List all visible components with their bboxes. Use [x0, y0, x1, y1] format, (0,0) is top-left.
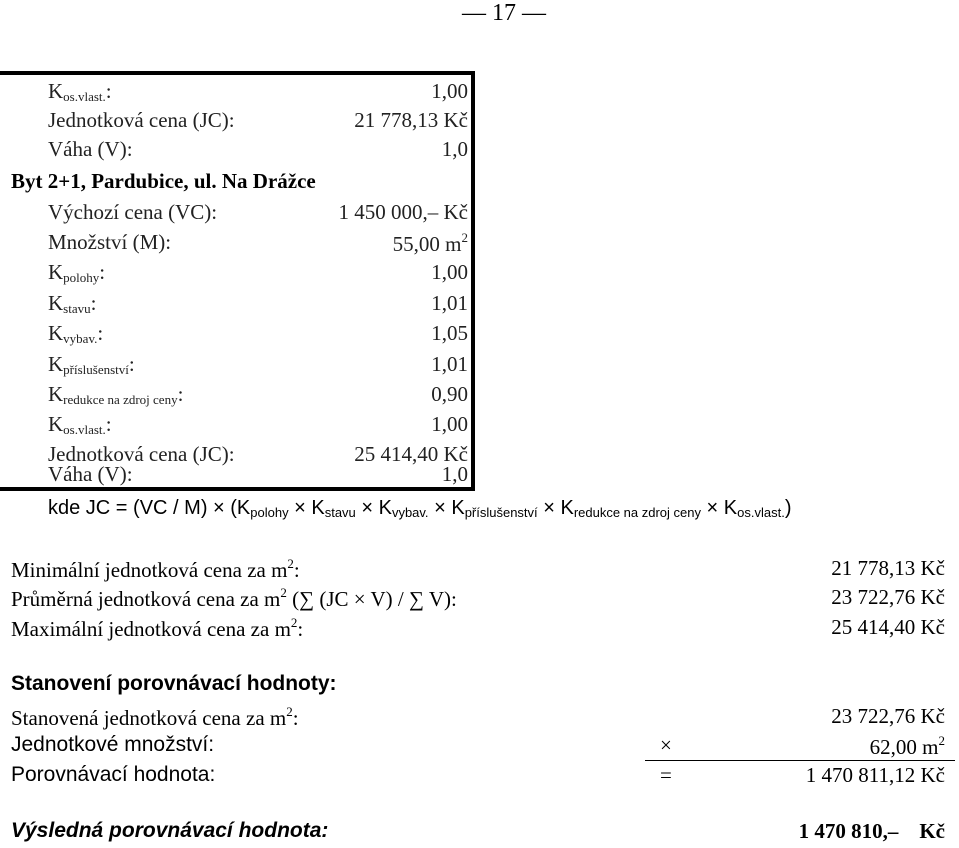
det-unit-price-value: 23 722,76 Kč [831, 704, 945, 728]
determination-heading: Stanovení porovnávací hodnoty: [11, 672, 337, 695]
det-quantity-label: Jednotkové množství: [11, 733, 215, 756]
result-label: Výsledná porovnávací hodnota: [11, 819, 329, 842]
formula-line: kde JC = $(VC / M) \times (K_{polohy} \times K_{stavu} \times K_{vybav.} \times K_{příslušenství} \times K_{redukce na zdroj ceny} \times K_{os.vlast.})$ [48, 497, 792, 520]
det-unit-price-label: Stanovená jednotková cena za $m^2$: [11, 704, 299, 730]
stat-max-value: 25 414,40 Kč [831, 615, 945, 639]
det-quantity-value: 62,00 $m^2$ [869, 733, 945, 759]
stat-min-label: Minimální jednotková cena za $m^2$: [11, 556, 300, 582]
stat-avg-value: 23 722,76 Kč [831, 585, 945, 609]
det-equals-sign: = [660, 763, 672, 787]
row-k-osvlast-2: $K_{os.vlast.}$: 1,00 [48, 412, 468, 437]
row-mnozstvi: Množství (M): 55,00 $m^2$ [48, 230, 468, 256]
det-value-value: 1 470 811,12 Kč [805, 763, 945, 787]
row-vaha-2: Váha (V): 1,0 [48, 462, 468, 486]
sum-rule [645, 760, 955, 761]
stat-max-label: Maximální jednotková cena za $m^2$: [11, 615, 304, 641]
row-jc-2: Jednotková cena (JC): 25 414,40 Kč [48, 442, 468, 466]
stat-avg-label: Průměrná jednotková cena za $m^2$ (∑ (JC × V) / ∑ V): [11, 585, 457, 611]
det-multiply-sign: × [660, 733, 672, 757]
stat-min-value: 21 778,13 Kč [831, 556, 945, 580]
property-heading: Byt 2+1, Pardubice, ul. Na Drážce [11, 169, 316, 193]
row-vychozi-cena: Výchozí cena (VC): 1 450 000,– Kč [48, 200, 468, 224]
row-k-osvlast-1: $K_{os.vlast.}$: 1,00 [48, 79, 468, 104]
result-value: 1 470 810,– Kč [798, 819, 945, 843]
det-value-label: Porovnávací hodnota: [11, 763, 216, 786]
row-jc-1: Jednotková cena (JC): 21 778,13 Kč [48, 108, 468, 132]
row-k-redukce: $K_{redukce na zdroj ceny}$: 0,90 [48, 382, 468, 407]
row-k-vybav: $K_{vybav.}$: 1,05 [48, 321, 468, 346]
page-number: — 17 — [462, 0, 546, 26]
row-k-polohy: $K_{polohy}$: 1,00 [48, 260, 468, 285]
row-vaha-1: Váha (V): 1,0 [48, 137, 468, 161]
comparison-box [0, 71, 475, 491]
row-k-stavu: $K_{stavu}$: 1,01 [48, 291, 468, 316]
row-k-prislusenstvi: $K_{příslušenství}$: 1,01 [48, 352, 468, 377]
